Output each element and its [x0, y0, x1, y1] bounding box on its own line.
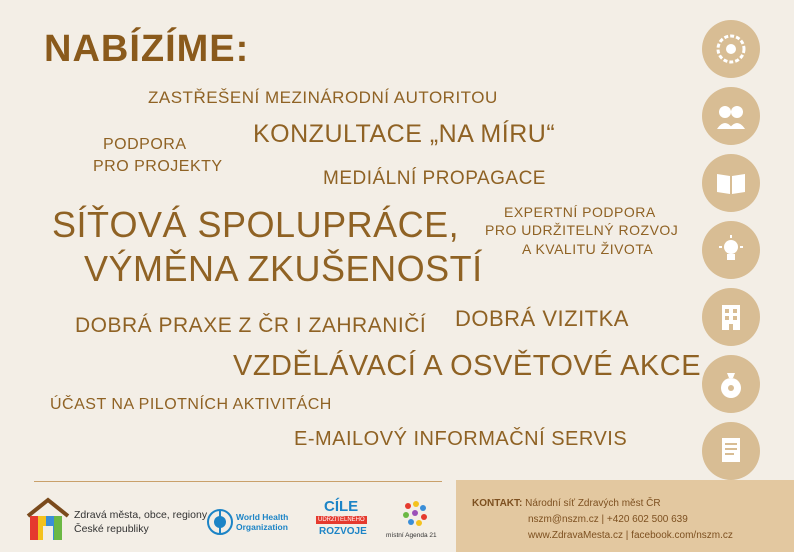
nszm-logo: [24, 494, 208, 544]
offer-expert-support-line3: A KVALITU ŽIVOTA: [522, 241, 654, 257]
agenda21-logo: [384, 498, 454, 544]
money-bag-icon: [702, 355, 760, 413]
building-icon: [702, 288, 760, 346]
contact-label: KONTAKT:: [472, 498, 523, 509]
cile-logo-text-3: ROZVOJE: [319, 526, 367, 537]
agenda21-text: místní Agenda 21: [386, 532, 437, 539]
people-talking-icon: [702, 87, 760, 145]
lightbulb-icon: [702, 221, 760, 279]
contact-line-1: [472, 498, 661, 509]
offer-expert-support-line2: PRO UDRŽITELNÝ ROZVOJ: [485, 222, 679, 238]
offer-network-cooperation-line1: SÍŤOVÁ SPOLUPRÁCE,: [52, 204, 460, 245]
house-logo-icon: [24, 496, 72, 542]
contact-footer: [456, 480, 794, 552]
offer-good-practice: DOBRÁ PRAXE Z ČR I ZAHRANIČÍ: [75, 314, 427, 337]
agenda21-dots-icon: [400, 498, 430, 528]
offer-good-reputation: DOBRÁ VIZITKA: [455, 306, 629, 331]
page-title: NABÍZÍME:: [44, 28, 250, 70]
partner-logos: [24, 494, 454, 548]
cile-logo: [316, 498, 368, 544]
who-logo-text-1: World Health: [236, 512, 289, 522]
offer-project-support-line2: PRO PROJEKTY: [93, 158, 223, 175]
offer-education-events: VZDĚLÁVACÍ A OSVĚTOVÉ AKCE: [233, 350, 702, 382]
footer-divider: [34, 481, 442, 482]
offer-international-authority: ZASTŘEŠENÍ MEZINÁRODNÍ AUTORITOU: [148, 88, 498, 107]
who-logo: [206, 508, 316, 538]
contact-org: Národní síť Zdravých měst ČR: [525, 498, 661, 509]
who-emblem-icon: [206, 508, 234, 536]
document-hand-icon: [702, 422, 760, 480]
contact-line-3: www.ZdravaMesta.cz | facebook.com/nszm.cz: [528, 530, 733, 541]
network-circle-icon: [702, 20, 760, 78]
offer-network-cooperation-line2: VÝMĚNA ZKUŠENOSTÍ: [84, 248, 483, 289]
nszm-logo-text-2: České republiky: [74, 523, 149, 535]
offer-pilot-activities: ÚČAST NA PILOTNÍCH AKTIVITÁCH: [50, 396, 332, 413]
cile-logo-text-2: UDRŽITELNÉHO: [318, 517, 365, 523]
offer-email-service: E-MAILOVÝ INFORMAČNÍ SERVIS: [294, 428, 628, 450]
nszm-logo-text-1: Zdravá města, obce, regiony: [74, 509, 208, 521]
who-logo-text-2: Organization: [236, 522, 288, 532]
contact-line-2: nszm@nszm.cz | +420 602 500 639: [528, 514, 688, 525]
cile-logo-text-1: CÍLE: [324, 498, 359, 515]
open-book-icon: [702, 154, 760, 212]
offer-project-support-line1: PODPORA: [103, 136, 187, 153]
offer-media-promotion: MEDIÁLNÍ PROPAGACE: [323, 168, 546, 189]
offer-expert-support-line1: EXPERTNÍ PODPORA: [504, 204, 656, 220]
offer-consultation: KONZULTACE „NA MÍRU“: [253, 120, 556, 148]
